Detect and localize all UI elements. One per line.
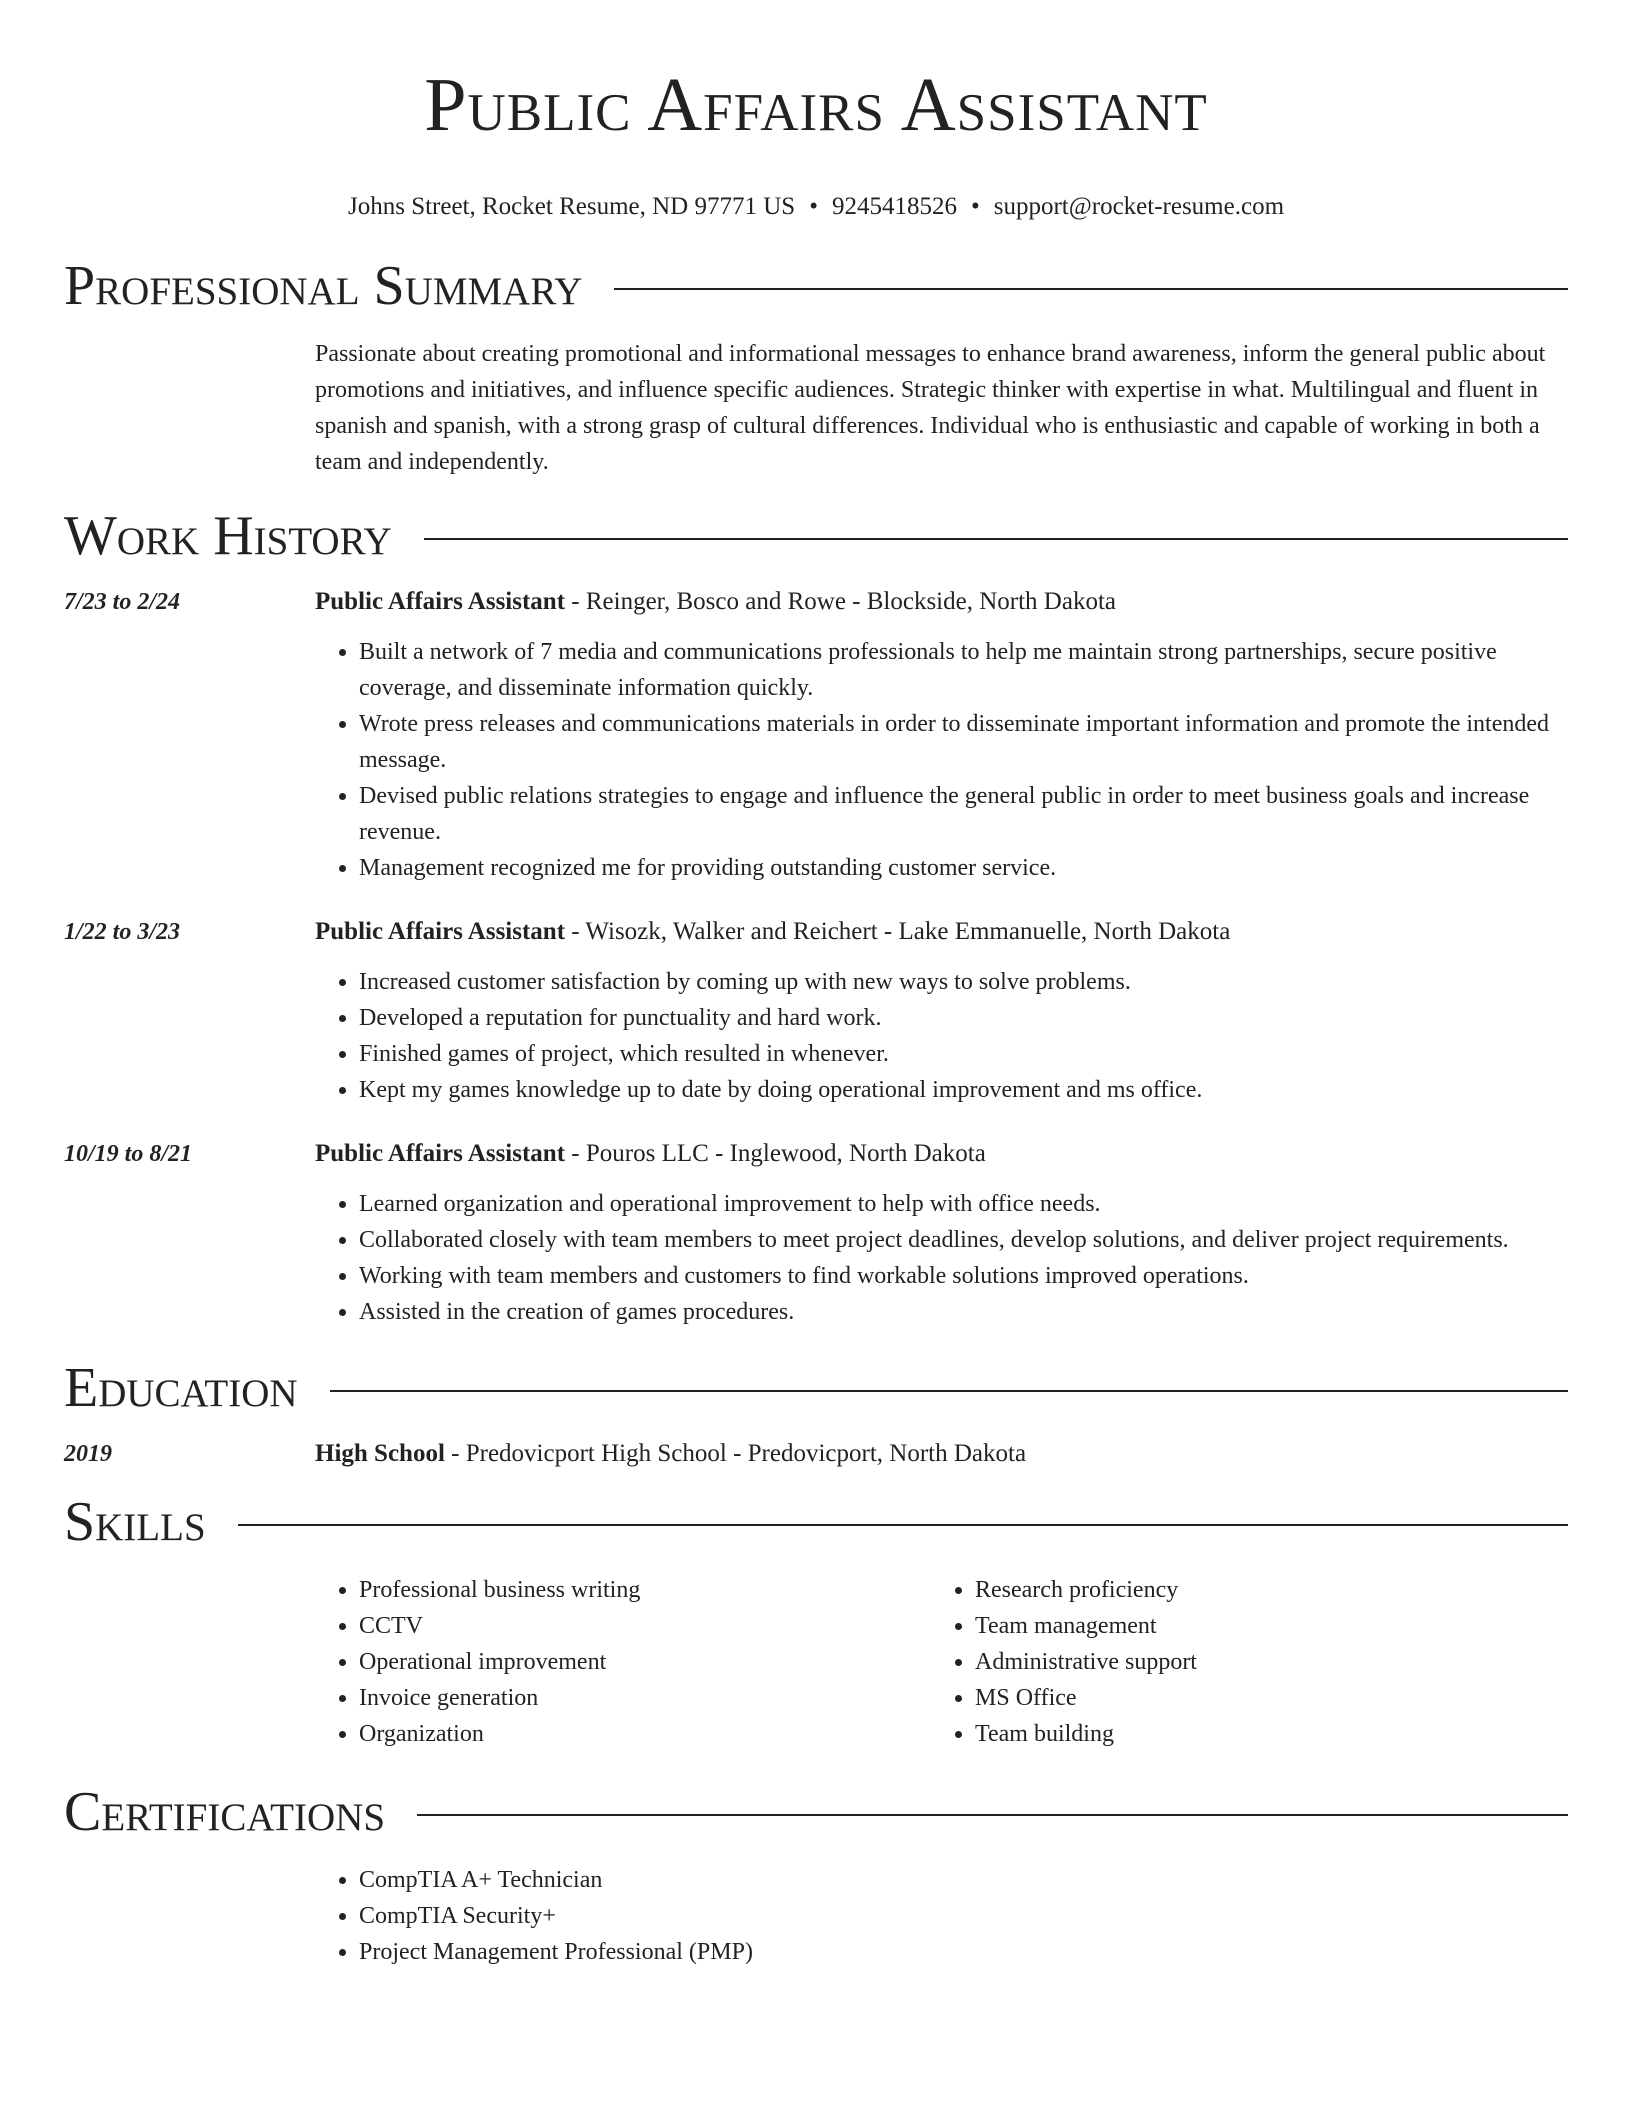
job-body [315, 586, 1568, 886]
certifications-section-title: Certifications [64, 1781, 386, 1843]
education-line [315, 1438, 1568, 1470]
skill-item: • Research proficiency [975, 1572, 1547, 1608]
certification-item: • Project Management Professional (PMP) [359, 1934, 1568, 1970]
job-title-line [315, 916, 1568, 948]
skill-item: • CCTV [359, 1608, 931, 1644]
section-divider [330, 1390, 1568, 1392]
education-section-title: Education [64, 1357, 298, 1419]
resume-name: Public Affairs Assistant [424, 63, 1208, 147]
job-role: Public Affairs Assistant [315, 1140, 566, 1167]
job-bullet: • Management recognized me for providing outstanding customer service. [359, 850, 1568, 886]
job-body [315, 916, 1568, 1108]
certification-item: • CompTIA A+ Technician [359, 1862, 1568, 1898]
job-dates: 1/22 to 3/23 [64, 919, 181, 945]
job-bullet: • Built a network of 7 media and communications professionals to help me maintain strong partnerships, secure positive coverage, and disseminate information quickly. [359, 634, 1568, 706]
education-entry [64, 1438, 1568, 1470]
job-dates: 7/23 to 2/24 [64, 589, 181, 615]
contact-address: Johns Street, Rocket Resume, ND 97771 US [347, 193, 796, 220]
skill-item: • Organization [359, 1716, 931, 1752]
work-section-header [64, 506, 1568, 566]
contact-line [64, 192, 1568, 222]
skill-item: • Team building [975, 1716, 1547, 1752]
job-entry [64, 1138, 1568, 1330]
skill-item: • Professional business writing [359, 1572, 931, 1608]
contact-phone: 9245418526 [831, 193, 957, 220]
education-body [315, 1438, 1568, 1470]
skills-section-title: Skills [64, 1491, 206, 1553]
section-divider [238, 1524, 1568, 1526]
job-role: Public Affairs Assistant [315, 918, 566, 945]
section-divider [614, 288, 1568, 290]
education-year: 2019 [64, 1441, 112, 1467]
job-bullet: • Collaborated closely with team members to meet project deadlines, develop solutions, and deliver project requirements. [359, 1222, 1568, 1258]
section-divider [424, 538, 1568, 540]
skill-item: • MS Office [975, 1680, 1547, 1716]
skills-column-left [315, 1572, 931, 1752]
contact-separator: • [970, 193, 980, 220]
summary-section-title: Professional Summary [64, 255, 583, 317]
skill-item: • Team management [975, 1608, 1547, 1644]
certifications-list [64, 1862, 1568, 1970]
skills-list [315, 1572, 1568, 1752]
summary-text: Passionate about creating promotional and informational messages to enhance brand awareness, inform the general public about promotions and initiatives, and influence specific audiences. Strategic thinker with expertise in what. Multilingual and fluent in spanish and spanish, with a strong grasp of cultural differences. Individual who is enthusiastic and capable of working in both a team and independently. [315, 341, 1546, 475]
job-bullet: • Increased customer satisfaction by coming up with new ways to solve problems. [359, 964, 1568, 1000]
job-bullet: • Working with team members and customers to find workable solutions improved operations. [359, 1258, 1568, 1294]
job-bullet: • Wrote press releases and communications materials in order to disseminate important information and promote the intended message. [359, 706, 1568, 778]
work-section-title: Work History [64, 505, 392, 567]
job-details: - Wisozk, Walker and Reichert - Lake Emmanuelle, North Dakota [565, 918, 1231, 945]
skills-column-right [931, 1572, 1547, 1752]
skills-section-header [64, 1492, 1568, 1552]
job-body [315, 1138, 1568, 1330]
job-bullet: • Devised public relations strategies to engage and influence the general public in order to meet business goals and increase revenue. [359, 778, 1568, 850]
summary-section-header [64, 256, 1568, 316]
education-section-header [64, 1358, 1568, 1418]
skill-item: • Administrative support [975, 1644, 1547, 1680]
job-title-line [315, 1138, 1568, 1170]
certification-item: • CompTIA Security+ [359, 1898, 1568, 1934]
job-bullet: • Developed a reputation for punctuality and hard work. [359, 1000, 1568, 1036]
job-bullet: • Assisted in the creation of games procedures. [359, 1294, 1568, 1330]
job-bullets [315, 634, 1568, 886]
contact-email: support@rocket-resume.com [993, 193, 1285, 220]
contact-separator: • [809, 193, 818, 220]
job-bullet: • Kept my games knowledge up to date by doing operational improvement and ms office. [359, 1072, 1568, 1108]
job-details: - Pouros LLC - Inglewood, North Dakota [565, 1140, 986, 1167]
job-role: Public Affairs Assistant [315, 588, 566, 615]
job-details: - Reinger, Bosco and Rowe - Blockside, North Dakota [565, 588, 1116, 615]
skill-item: • Invoice generation [359, 1680, 931, 1716]
education-details: - Predovicport High School - Predovicport, North Dakota [444, 1440, 1027, 1467]
job-title-line [315, 586, 1568, 618]
job-bullet: • Learned organization and operational improvement to help with office needs. [359, 1186, 1568, 1222]
job-entry [64, 586, 1568, 886]
section-divider [417, 1814, 1568, 1816]
skill-item: • Operational improvement [359, 1644, 931, 1680]
job-dates: 10/19 to 8/21 [64, 1141, 193, 1167]
job-bullets [315, 964, 1568, 1108]
job-bullet: • Finished games of project, which resulted in whenever. [359, 1036, 1568, 1072]
certifications-section-header [64, 1782, 1568, 1842]
education-degree: High School [315, 1440, 445, 1467]
job-bullets [315, 1186, 1568, 1330]
job-entry [64, 916, 1568, 1108]
